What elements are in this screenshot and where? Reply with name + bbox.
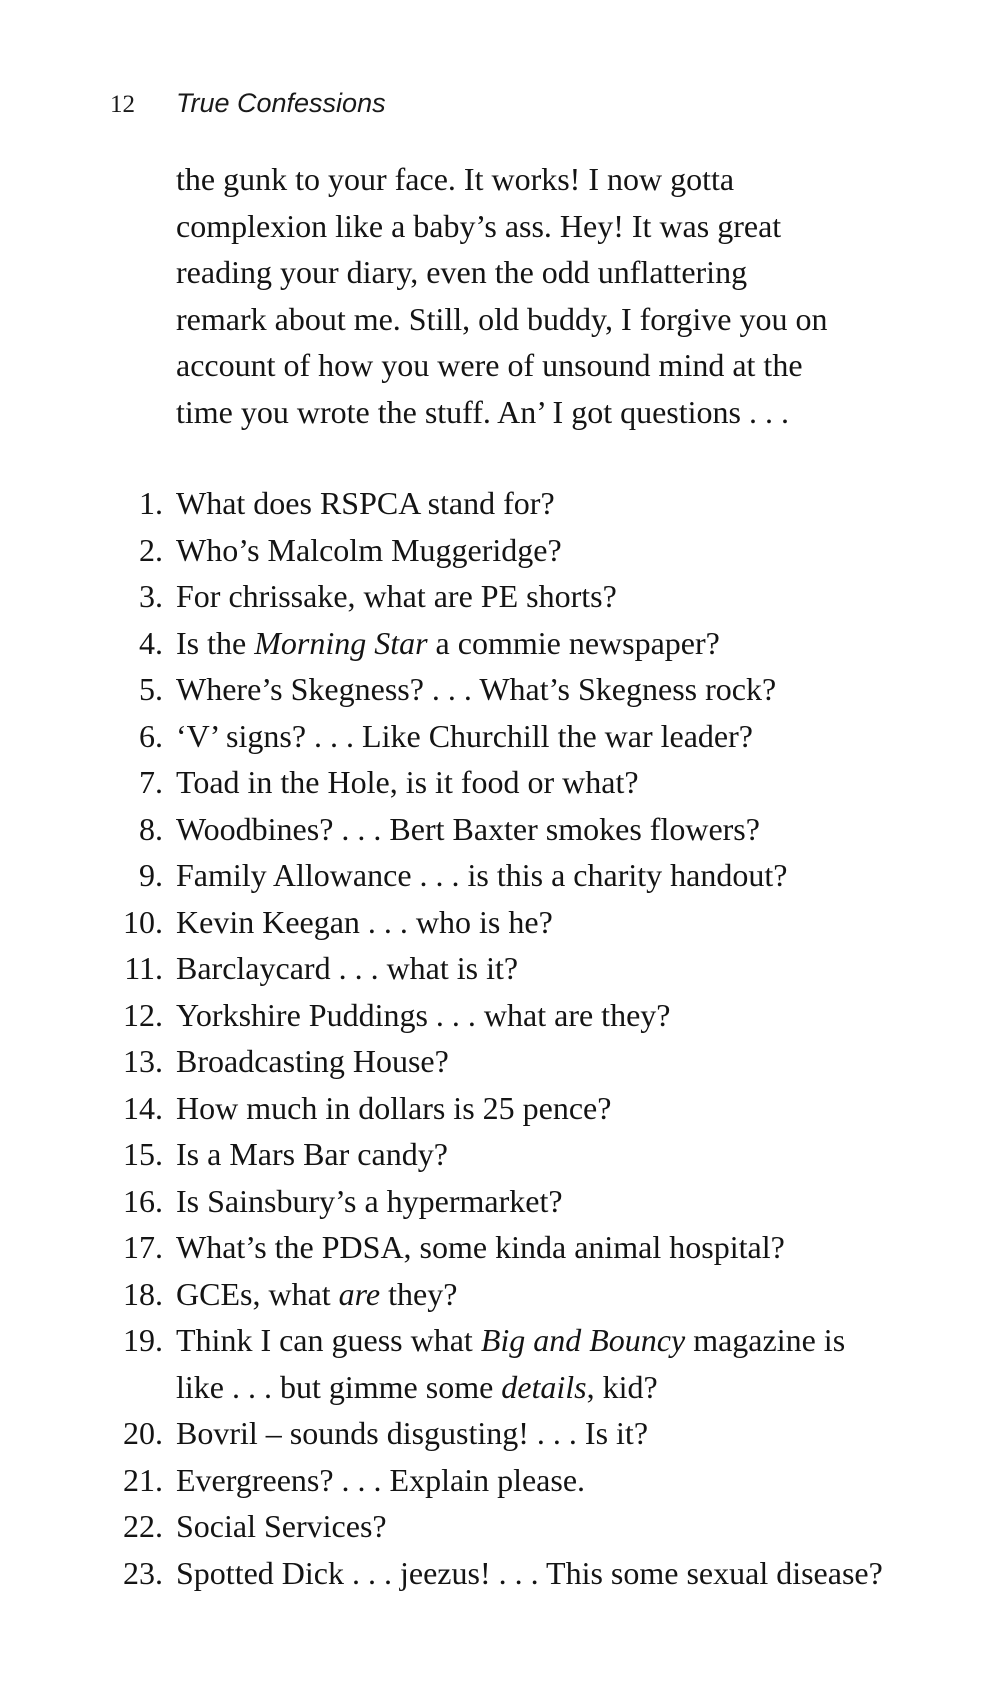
question-number: 14.: [123, 1089, 163, 1126]
question-item: [0, 1271, 1000, 1318]
question-item: [0, 1410, 1000, 1457]
question-text-pre: GCEs, what: [176, 1275, 339, 1312]
question-text: Where’s Skegness? . . . What’s Skegness rock?: [176, 671, 777, 707]
question-text: [176, 620, 1000, 667]
question-text: Spotted Dick . . . jeezus! . . . This some sexual disease?: [176, 1554, 883, 1591]
page-number: 12: [110, 91, 135, 118]
question-number: 11.: [124, 950, 163, 986]
question-text: Social Services?: [176, 1508, 387, 1544]
question-number: 21.: [123, 1461, 163, 1498]
question-number: 9.: [139, 857, 163, 893]
question-text: Who’s Malcolm Muggeridge?: [176, 531, 562, 568]
question-text-post: they?: [380, 1275, 458, 1312]
question-text: Is Sainsbury’s a hypermarket?: [176, 1182, 563, 1219]
question-item: [0, 666, 1000, 713]
question-item: [0, 806, 1000, 853]
question-text-italic: Big and Bouncy: [480, 1322, 686, 1358]
question-number: 2.: [139, 531, 163, 568]
question-number: 4.: [139, 624, 163, 661]
question-text: Broadcasting House?: [176, 1043, 449, 1079]
question-item: [0, 759, 1000, 806]
question-number: 19.: [123, 1322, 163, 1358]
question-text-italic: Morning Star: [254, 624, 428, 661]
question-number: 12.: [123, 996, 163, 1033]
body-line: complexion like a baby’s ass. Hey! It was great: [176, 207, 782, 244]
question-text: Toad in the Hole, is it food or what?: [176, 764, 639, 800]
question-number: 5.: [139, 671, 163, 707]
question-number: 20.: [123, 1415, 163, 1451]
question-text: For chrissake, what are PE shorts?: [176, 578, 617, 614]
question-text: [176, 1271, 1000, 1318]
question-item: [0, 527, 1000, 574]
question-item: [0, 899, 1000, 946]
questions-list: [0, 480, 1000, 1596]
question-number: 16.: [123, 1182, 163, 1219]
question-text: What’s the PDSA, some kinda animal hospital?: [176, 1229, 785, 1265]
question-number: 6.: [139, 717, 163, 754]
body-line: the gunk to your face. It works! I now gotta: [176, 161, 735, 197]
question-item: [0, 1550, 1000, 1597]
question-text: Kevin Keegan . . . who is he?: [176, 903, 553, 940]
body-line: reading your diary, even the odd unflattering: [176, 254, 748, 290]
question-cont-italic: details: [501, 1368, 587, 1405]
question-number: 22.: [123, 1508, 163, 1544]
question-number: 8.: [139, 810, 163, 847]
question-number: 15.: [123, 1136, 163, 1172]
question-text: What does RSPCA stand for?: [176, 485, 555, 521]
question-text: Woodbines? . . . Bert Baxter smokes flowers?: [176, 810, 760, 847]
question-text: ‘V’ signs? . . . Like Churchill the war leader?: [176, 717, 753, 754]
question-item: [0, 1038, 1000, 1085]
question-cont-pre: like . . . but gimme some: [176, 1368, 502, 1405]
question-number: 7.: [139, 764, 163, 800]
question-item: [0, 620, 1000, 667]
question-number: 1.: [139, 485, 163, 521]
question-item: [0, 1131, 1000, 1178]
question-text-italic: are: [338, 1275, 381, 1312]
question-text-post: a commie newspaper?: [427, 624, 720, 661]
question-item: [0, 1317, 1000, 1410]
question-item: [0, 1178, 1000, 1225]
question-text: Barclaycard . . . what is it?: [176, 950, 519, 986]
question-item: [0, 480, 1000, 527]
question-text: Family Allowance . . . is this a charity handout?: [176, 857, 788, 893]
question-item: [0, 1224, 1000, 1271]
body-line: remark about me. Still, old buddy, I forgive you on: [176, 300, 828, 337]
question-number: 3.: [139, 578, 163, 614]
body-line: account of how you were of unsound mind at the: [176, 347, 803, 383]
question-text: Yorkshire Puddings . . . what are they?: [176, 996, 671, 1033]
question-number: 23.: [123, 1554, 163, 1591]
question-number: 17.: [123, 1229, 163, 1265]
running-title: True Confessions: [176, 88, 386, 118]
question-text: [176, 1317, 1000, 1364]
question-item: [0, 992, 1000, 1039]
body-line: time you wrote the stuff. An’ I got questions . . .: [176, 393, 789, 430]
question-cont-post: , kid?: [586, 1368, 658, 1405]
question-number: 18.: [123, 1275, 163, 1312]
question-number: 10.: [123, 903, 163, 940]
question-item: [0, 945, 1000, 992]
body-paragraph: [176, 156, 946, 435]
question-text: How much in dollars is 25 pence?: [176, 1089, 612, 1126]
question-number: 13.: [123, 1043, 163, 1079]
question-item: [0, 1503, 1000, 1550]
question-text: Evergreens? . . . Explain please.: [176, 1461, 586, 1498]
question-text-continuation: [176, 1364, 1000, 1411]
question-item: [0, 1085, 1000, 1132]
question-item: [0, 1457, 1000, 1504]
question-text-pre: Is the: [176, 624, 255, 661]
question-text-post: magazine is: [685, 1322, 846, 1358]
question-item: [0, 852, 1000, 899]
running-header: [110, 88, 386, 119]
question-item: [0, 713, 1000, 760]
question-text-pre: Think I can guess what: [176, 1322, 481, 1358]
question-text: Bovril – sounds disgusting! . . . Is it?: [176, 1415, 649, 1451]
question-item: [0, 573, 1000, 620]
question-text: Is a Mars Bar candy?: [176, 1136, 448, 1172]
